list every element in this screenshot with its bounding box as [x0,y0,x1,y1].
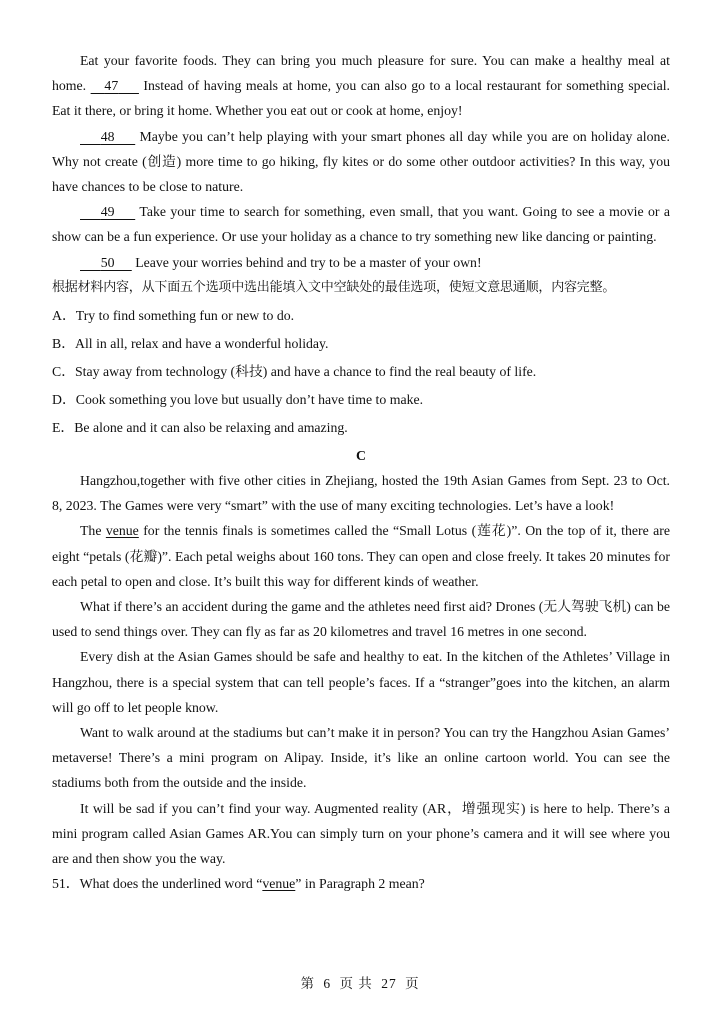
page-footer [0,972,720,992]
passage-c-paragraph-3: What if there’s an accident during the game and the athletes need first aid? Drones (无人驾驶飞机) can be used to send things over. They can fly as far as 20 kilometres and travel 16 metres in one second. [52,599,670,640]
passage-c-paragraph-1: Hangzhou,together with five other cities in Zhejiang, hosted the 19th Asian Games from Sept. 23 to Oct. 8, 2023. The Games were very “smart” with the use of many exciting technologies. Let’s have a look! [52,473,670,514]
passage-b-paragraph-4: 50 Leave your worries behind and try to be a master of your own! [52,250,670,275]
footer-prefix: 第 [300,976,315,991]
passage-b-paragraph-3: 49 Take your time to search for something, even small, that you want. Going to see a movie or a show can be a fun experience. Or use your holiday as a chance to try something new like dancing or painting. [52,199,670,249]
footer-current-page: 6 [323,976,332,991]
passage-c-paragraph-4: Every dish at the Asian Games should be safe and healthy to eat. In the kitchen of the Athletes’ Village in Hangzhou, there is a special system that can tell people’s faces. If a “stranger”goes into the kitchen, an alarm will go off to let people know. [52,649,670,715]
blank-49: 49 [100,204,115,220]
blank-50: 50 [100,254,115,270]
footer-total-pages: 27 [381,976,397,991]
footer-middle: 页 共 [339,976,373,991]
passage-c-paragraph-6: It will be sad if you can’t find your way. Augmented reality (AR，增强现实) is here to help. There’s a mini program called Asian Games AR.You can simply turn on your phone’s camera and it will see where you are and then show you the way. [52,800,670,867]
underlined-word-venue: venue [105,523,139,539]
passage-b-paragraph-2: 48 Maybe you can’t help playing with your smart phones all day while you are on holiday alone. Why not create (创造) more time to go hiking, fly kites or do some other outdoor activities? In this way, you have chances to be close to nature. [52,124,670,200]
option-c: C．Stay away from technology (科技) and have a chance to find the real beauty of life. [52,363,537,379]
passage-c-paragraph-2: The venue for the tennis finals is sometimes called the “Small Lotus (莲花)”. On the top of it, there are eight “petals (花瓣)”. Each petal weighs about 160 tons. They can open and close freely. It takes 20 minutes for each petal to open and close. It’s built this way for different kinds of weather. [52,523,670,589]
instruction-text: 根据材料内容，从下面五个选项中选出能填入文中空缺处的最佳选项，使短文意思通顺，内容完整。 [52,279,616,295]
option-d: D．Cook something you love but usually don’t have time to make. [52,391,424,407]
passage-c-paragraph-5: Want to walk around at the stadiums but can’t make it in person? You can try the Hangzhou Asian Games’ metaverse! There’s a mini program on Alipay. Inside, it’s like an online cartoon world. You can see the stadiums both from the outside and the inside. [52,725,670,791]
passage-b-paragraph-1: Eat your favorite foods. They can bring you much pleasure for sure. You can make a healthy meal at home. 47 Instead of having meals at home, you can also go to a local restaurant for something special. Eat it there, or bring it home. Whether you eat out or cook at home, enjoy! [52,53,670,119]
question-51-underlined-word: venue [262,876,296,892]
option-a: A．Try to find something fun or new to do. [52,307,295,323]
section-heading-c: C [356,447,366,463]
option-e: E．Be alone and it can also be relaxing and amazing. [52,419,348,435]
option-b: B．All in all, relax and have a wonderful holiday. [52,335,329,351]
footer-suffix: 页 [405,976,420,991]
question-51: 51．What does the underlined word “venue” in Paragraph 2 mean? [52,876,425,892]
blank-47: 47 [104,78,119,94]
exam-page [52,48,670,896]
blank-48: 48 [100,128,115,144]
